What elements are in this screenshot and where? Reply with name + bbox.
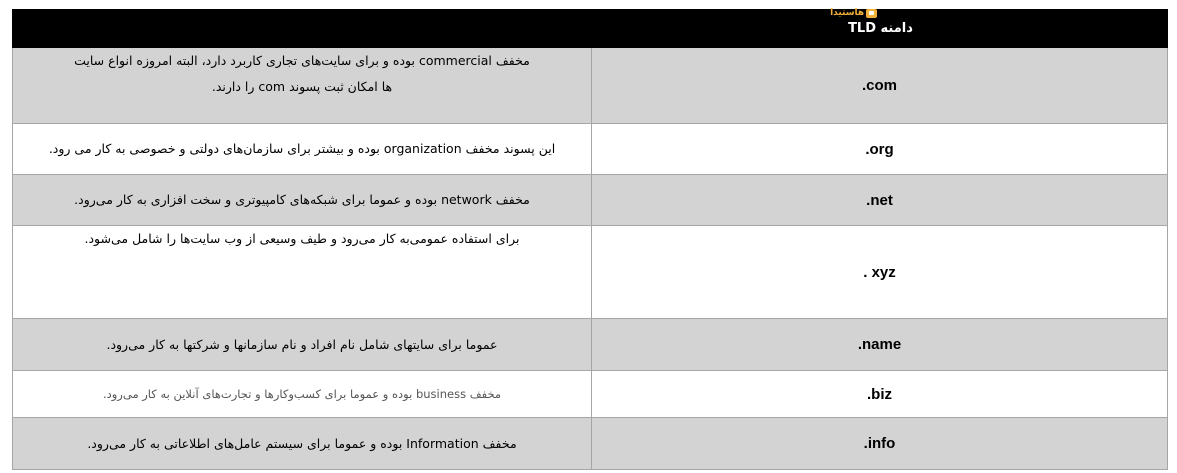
logo-text: هاستیدا [830,8,865,18]
description-cell [13,124,592,175]
table-row-name [13,319,1168,371]
description-cell [13,226,592,319]
tld-label: .net [866,191,893,209]
tld-cell [592,48,1168,124]
description-line: مخفف business بوده و عموما برای کسب‌وکارها و تجارت‌های آنلاین به کار می‌رود. [102,387,502,401]
table-row-xyz [13,226,1168,319]
description-line: عموما برای سایتهای شامل نام افراد و نام سازمانها و شرکتها به کار می‌رود. [106,336,498,352]
tld-label: .org [865,140,894,158]
hostida-logo [830,9,877,18]
tld-cell [592,371,1168,418]
description-cell [13,418,592,470]
description-line: ها امکان ثبت پسوند com را دارند. [211,79,393,94]
tld-label: .biz [867,385,892,403]
description-line: برای استفاده عمومی‌به کار می‌رود و طیف وسیعی از وب سایت‌ها را شامل می‌شود. [84,231,520,246]
tld-cell [592,418,1168,470]
tld-cell [592,319,1168,371]
description-cell [13,175,592,226]
table-row-biz [13,371,1168,418]
tld-label: . xyz [863,263,896,281]
tld-label: .name [857,336,902,353]
tld-cell [592,226,1168,319]
description-line: این پسوند مخفف organization بوده و بیشتر برای سازمان‌های دولتی و خصوصی به کار می رود. [48,141,556,156]
domain-column-header [592,10,1168,48]
description-cell [13,48,592,124]
tld-cell [592,124,1168,175]
description-line: مخفف commercial بوده و برای سایت‌های تجاری کاربرد دارد، البته امروزه انواع سایت [74,53,530,68]
table-row-com [13,48,1168,124]
description-line: مخفف Information بوده و عموما برای سیستم عامل‌های اطلاعاتی به کار می‌رود. [87,435,517,451]
table-header-row [13,10,1168,48]
description-cell [13,371,592,418]
domain-column-title: دامنه TLD [848,21,913,36]
tld-label: .info [863,435,896,452]
description-cell [13,319,592,371]
table-row-org [13,124,1168,175]
logo-icon [866,9,877,18]
table-row-info [13,418,1168,470]
tld-label: .com [861,77,897,94]
description-line: مخفف network بوده و عموما برای شبکه‌های کامپیوتری و سخت افزاری به کار می‌رود. [74,192,530,207]
table-row-net [13,175,1168,226]
description-column-header [13,10,592,48]
tld-table [12,9,1168,470]
tld-cell [592,175,1168,226]
